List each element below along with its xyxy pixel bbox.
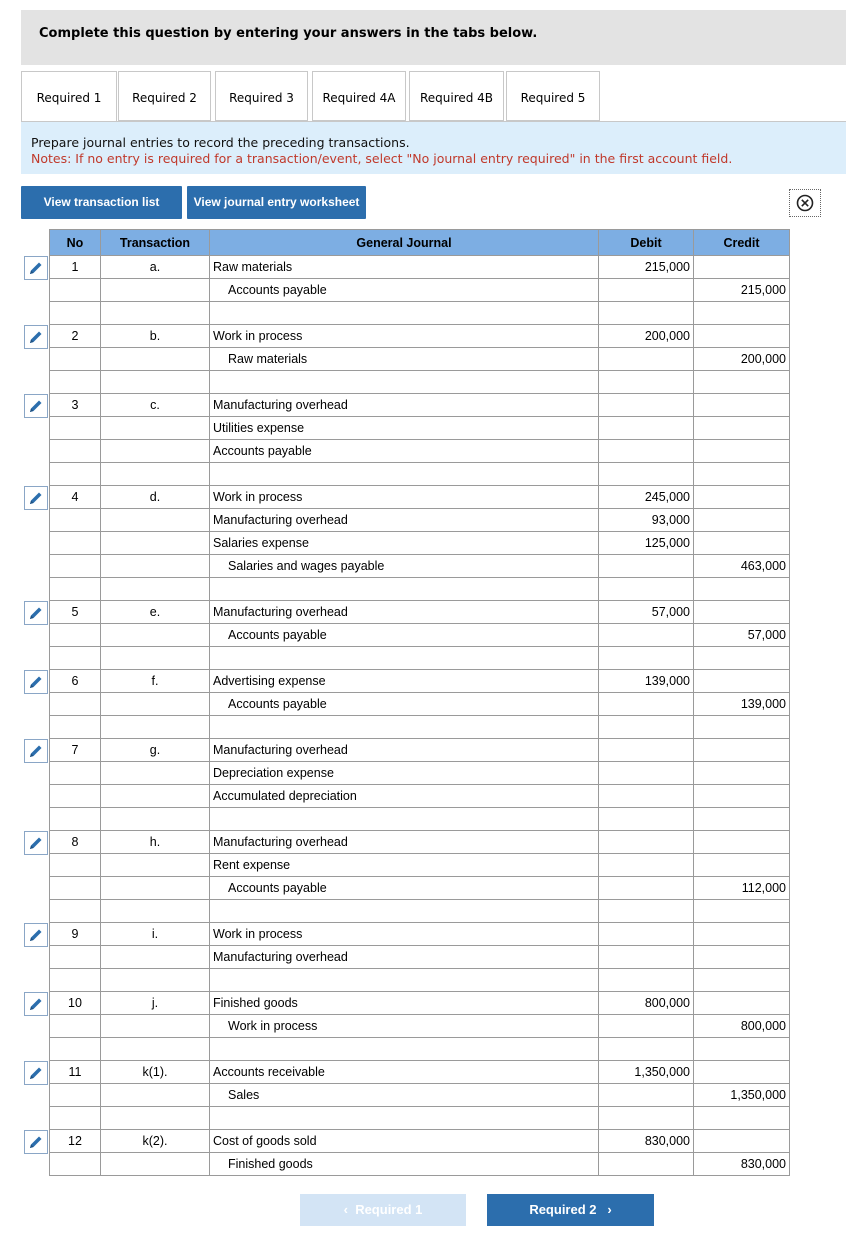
table-spacer-row	[50, 716, 790, 739]
row-credit	[694, 670, 790, 693]
edit-entry-pencil-icon[interactable]	[24, 831, 48, 855]
row-credit: 1,350,000	[694, 1084, 790, 1107]
row-credit	[694, 1061, 790, 1084]
row-transaction: f.	[101, 670, 210, 693]
row-transaction	[101, 509, 210, 532]
row-transaction: k(2).	[101, 1130, 210, 1153]
row-account: Work in process	[210, 923, 599, 946]
row-debit	[599, 785, 694, 808]
row-credit	[694, 831, 790, 854]
row-no: 10	[50, 992, 101, 1015]
spacer-cell	[694, 808, 790, 831]
edit-entry-pencil-icon[interactable]	[24, 670, 48, 694]
row-credit	[694, 417, 790, 440]
row-credit	[694, 509, 790, 532]
general-journal-table	[49, 229, 790, 1176]
row-account: Manufacturing overhead	[210, 601, 599, 624]
spacer-cell	[101, 1107, 210, 1130]
spacer-cell	[50, 578, 101, 601]
table-row	[50, 624, 790, 647]
row-transaction	[101, 946, 210, 969]
spacer-cell	[210, 969, 599, 992]
row-no	[50, 762, 101, 785]
table-row	[50, 279, 790, 302]
row-no: 4	[50, 486, 101, 509]
table-row	[50, 486, 790, 509]
spacer-cell	[694, 578, 790, 601]
tab-required-4b[interactable]: Required 4B	[409, 71, 504, 121]
row-debit: 215,000	[599, 256, 694, 279]
table-spacer-row	[50, 371, 790, 394]
spacer-cell	[599, 463, 694, 486]
row-credit: 139,000	[694, 693, 790, 716]
spacer-cell	[599, 647, 694, 670]
row-credit: 830,000	[694, 1153, 790, 1176]
row-transaction: e.	[101, 601, 210, 624]
row-credit: 200,000	[694, 348, 790, 371]
row-credit	[694, 394, 790, 417]
close-icon[interactable]	[789, 189, 821, 217]
row-transaction	[101, 532, 210, 555]
row-no	[50, 1084, 101, 1107]
table-row	[50, 417, 790, 440]
table-row	[50, 946, 790, 969]
row-debit	[599, 440, 694, 463]
row-debit	[599, 923, 694, 946]
spacer-cell	[694, 1038, 790, 1061]
row-account: Raw materials	[210, 348, 599, 371]
row-debit: 93,000	[599, 509, 694, 532]
row-debit	[599, 1084, 694, 1107]
row-debit	[599, 831, 694, 854]
spacer-cell	[599, 808, 694, 831]
spacer-cell	[101, 463, 210, 486]
row-no: 5	[50, 601, 101, 624]
spacer-cell	[50, 302, 101, 325]
spacer-cell	[50, 371, 101, 394]
table-row	[50, 1084, 790, 1107]
row-account: Accumulated depreciation	[210, 785, 599, 808]
row-transaction	[101, 762, 210, 785]
spacer-cell	[599, 302, 694, 325]
table-row	[50, 1153, 790, 1176]
row-transaction	[101, 785, 210, 808]
view-transaction-list-button[interactable]: View transaction list	[21, 186, 182, 219]
spacer-cell	[101, 1038, 210, 1061]
row-transaction: g.	[101, 739, 210, 762]
spacer-cell	[599, 578, 694, 601]
edit-entry-pencil-icon[interactable]	[24, 739, 48, 763]
tab-required-5[interactable]: Required 5	[506, 71, 600, 121]
spacer-cell	[210, 1107, 599, 1130]
row-account: Salaries expense	[210, 532, 599, 555]
row-credit: 800,000	[694, 1015, 790, 1038]
spacer-cell	[694, 900, 790, 923]
table-row	[50, 532, 790, 555]
row-no	[50, 555, 101, 578]
row-debit: 830,000	[599, 1130, 694, 1153]
row-account: Accounts payable	[210, 693, 599, 716]
row-account: Manufacturing overhead	[210, 831, 599, 854]
tab-required-4a[interactable]: Required 4A	[312, 71, 406, 121]
spacer-cell	[101, 900, 210, 923]
spacer-cell	[210, 716, 599, 739]
row-no	[50, 785, 101, 808]
spacer-cell	[101, 578, 210, 601]
spacer-cell	[50, 1038, 101, 1061]
row-no	[50, 693, 101, 716]
spacer-cell	[101, 302, 210, 325]
edit-entry-pencil-icon[interactable]	[24, 601, 48, 625]
row-transaction: i.	[101, 923, 210, 946]
row-credit	[694, 532, 790, 555]
spacer-cell	[50, 647, 101, 670]
spacer-cell	[694, 302, 790, 325]
spacer-cell	[694, 463, 790, 486]
edit-entry-pencil-icon[interactable]	[24, 325, 48, 349]
question-title: Complete this question by entering your answers in the tabs below.	[39, 26, 538, 41]
table-spacer-row	[50, 1107, 790, 1130]
table-row	[50, 555, 790, 578]
row-account: Salaries and wages payable	[210, 555, 599, 578]
chevron-right-icon: ›	[596, 1202, 612, 1217]
table-row	[50, 877, 790, 900]
edit-entry-pencil-icon[interactable]	[24, 992, 48, 1016]
row-debit	[599, 1153, 694, 1176]
row-credit	[694, 739, 790, 762]
row-account: Work in process	[210, 1015, 599, 1038]
row-no	[50, 1015, 101, 1038]
table-row	[50, 762, 790, 785]
spacer-cell	[210, 647, 599, 670]
row-account: Rent expense	[210, 854, 599, 877]
row-no	[50, 440, 101, 463]
tab-required-2[interactable]: Required 2	[118, 71, 211, 121]
table-row	[50, 1015, 790, 1038]
table-row	[50, 1061, 790, 1084]
table-spacer-row	[50, 578, 790, 601]
spacer-cell	[210, 1038, 599, 1061]
row-no	[50, 279, 101, 302]
spacer-cell	[210, 302, 599, 325]
spacer-cell	[210, 578, 599, 601]
row-debit	[599, 348, 694, 371]
edit-entry-pencil-icon[interactable]	[24, 1130, 48, 1154]
table-row	[50, 854, 790, 877]
table-spacer-row	[50, 463, 790, 486]
row-debit: 245,000	[599, 486, 694, 509]
row-transaction	[101, 348, 210, 371]
row-transaction	[101, 624, 210, 647]
row-no	[50, 417, 101, 440]
table-row	[50, 923, 790, 946]
row-account: Cost of goods sold	[210, 1130, 599, 1153]
row-account: Finished goods	[210, 1153, 599, 1176]
table-row	[50, 693, 790, 716]
row-debit	[599, 394, 694, 417]
spacer-cell	[50, 1107, 101, 1130]
spacer-cell	[101, 716, 210, 739]
row-transaction	[101, 854, 210, 877]
col-header-transaction: Transaction	[101, 230, 210, 256]
row-credit	[694, 762, 790, 785]
table-row	[50, 348, 790, 371]
row-transaction	[101, 1153, 210, 1176]
row-credit	[694, 325, 790, 348]
table-row	[50, 1130, 790, 1153]
row-debit	[599, 854, 694, 877]
table-row	[50, 325, 790, 348]
row-credit: 463,000	[694, 555, 790, 578]
spacer-cell	[599, 969, 694, 992]
chevron-left-icon: ‹	[343, 1202, 356, 1217]
row-debit	[599, 555, 694, 578]
spacer-cell	[101, 808, 210, 831]
row-account: Manufacturing overhead	[210, 394, 599, 417]
row-debit	[599, 693, 694, 716]
row-no: 9	[50, 923, 101, 946]
row-debit	[599, 877, 694, 900]
edit-entry-pencil-icon[interactable]	[24, 256, 48, 280]
row-debit	[599, 417, 694, 440]
row-credit	[694, 601, 790, 624]
row-no: 1	[50, 256, 101, 279]
col-header-general-journal: General Journal	[210, 230, 599, 256]
row-account: Finished goods	[210, 992, 599, 1015]
row-transaction: h.	[101, 831, 210, 854]
row-account: Raw materials	[210, 256, 599, 279]
prev-required-button	[300, 1194, 466, 1226]
spacer-cell	[210, 371, 599, 394]
row-debit: 800,000	[599, 992, 694, 1015]
row-account: Accounts payable	[210, 877, 599, 900]
row-debit: 200,000	[599, 325, 694, 348]
spacer-cell	[694, 969, 790, 992]
row-credit: 112,000	[694, 877, 790, 900]
row-transaction	[101, 693, 210, 716]
row-transaction	[101, 1084, 210, 1107]
spacer-cell	[50, 463, 101, 486]
spacer-cell	[210, 808, 599, 831]
table-row	[50, 785, 790, 808]
table-spacer-row	[50, 302, 790, 325]
table-row	[50, 256, 790, 279]
row-credit: 215,000	[694, 279, 790, 302]
table-row	[50, 601, 790, 624]
spacer-cell	[599, 900, 694, 923]
table-spacer-row	[50, 1038, 790, 1061]
row-account: Manufacturing overhead	[210, 946, 599, 969]
table-spacer-row	[50, 900, 790, 923]
spacer-cell	[101, 647, 210, 670]
row-debit	[599, 279, 694, 302]
row-account: Utilities expense	[210, 417, 599, 440]
question-header	[21, 10, 846, 65]
table-spacer-row	[50, 647, 790, 670]
row-no: 6	[50, 670, 101, 693]
row-transaction: j.	[101, 992, 210, 1015]
row-transaction	[101, 279, 210, 302]
spacer-cell	[599, 1107, 694, 1130]
row-no	[50, 877, 101, 900]
row-no	[50, 1153, 101, 1176]
spacer-cell	[210, 463, 599, 486]
next-label: Required 2	[529, 1202, 597, 1217]
table-spacer-row	[50, 808, 790, 831]
row-credit	[694, 923, 790, 946]
row-no	[50, 348, 101, 371]
row-debit	[599, 946, 694, 969]
table-header-row	[50, 230, 790, 256]
row-credit	[694, 854, 790, 877]
row-transaction: c.	[101, 394, 210, 417]
spacer-cell	[694, 647, 790, 670]
row-account: Depreciation expense	[210, 762, 599, 785]
spacer-cell	[694, 716, 790, 739]
spacer-cell	[599, 371, 694, 394]
row-account: Accounts payable	[210, 440, 599, 463]
row-debit: 139,000	[599, 670, 694, 693]
row-transaction: k(1).	[101, 1061, 210, 1084]
tab-required-3[interactable]: Required 3	[215, 71, 308, 121]
table-row	[50, 992, 790, 1015]
spacer-cell	[50, 969, 101, 992]
row-transaction: d.	[101, 486, 210, 509]
table-row	[50, 670, 790, 693]
table-row	[50, 394, 790, 417]
row-debit	[599, 762, 694, 785]
row-no: 2	[50, 325, 101, 348]
row-credit	[694, 992, 790, 1015]
row-transaction: b.	[101, 325, 210, 348]
next-required-button[interactable]	[487, 1194, 654, 1226]
row-credit	[694, 1130, 790, 1153]
row-transaction	[101, 440, 210, 463]
row-debit: 125,000	[599, 532, 694, 555]
edit-entry-pencil-icon[interactable]	[24, 923, 48, 947]
table-row	[50, 831, 790, 854]
row-debit	[599, 624, 694, 647]
row-no	[50, 509, 101, 532]
row-credit	[694, 785, 790, 808]
row-no: 8	[50, 831, 101, 854]
row-account: Sales	[210, 1084, 599, 1107]
row-credit	[694, 486, 790, 509]
spacer-cell	[694, 1107, 790, 1130]
row-account: Manufacturing overhead	[210, 739, 599, 762]
row-credit: 57,000	[694, 624, 790, 647]
spacer-cell	[101, 969, 210, 992]
row-account: Manufacturing overhead	[210, 509, 599, 532]
row-no	[50, 532, 101, 555]
row-credit	[694, 256, 790, 279]
row-no: 7	[50, 739, 101, 762]
row-transaction	[101, 417, 210, 440]
instruction-note: Notes: If no entry is required for a transaction/event, select "No journal entry required" in the first account field.	[31, 151, 733, 166]
row-account: Accounts payable	[210, 279, 599, 302]
spacer-cell	[50, 716, 101, 739]
row-debit: 1,350,000	[599, 1061, 694, 1084]
row-account: Work in process	[210, 325, 599, 348]
spacer-cell	[101, 371, 210, 394]
table-row	[50, 509, 790, 532]
row-no: 3	[50, 394, 101, 417]
instruction-text: Prepare journal entries to record the preceding transactions.	[31, 135, 410, 150]
col-header-credit: Credit	[694, 230, 790, 256]
table-spacer-row	[50, 969, 790, 992]
instructions-panel	[21, 121, 846, 174]
spacer-cell	[210, 900, 599, 923]
table-row	[50, 440, 790, 463]
row-debit	[599, 739, 694, 762]
row-credit	[694, 946, 790, 969]
edit-entry-pencil-icon[interactable]	[24, 394, 48, 418]
edit-entry-pencil-icon[interactable]	[24, 1061, 48, 1085]
row-transaction	[101, 1015, 210, 1038]
row-transaction	[101, 877, 210, 900]
spacer-cell	[694, 371, 790, 394]
row-no: 11	[50, 1061, 101, 1084]
spacer-cell	[599, 1038, 694, 1061]
prev-label: Required 1	[355, 1202, 423, 1217]
table-row	[50, 739, 790, 762]
spacer-cell	[50, 808, 101, 831]
row-transaction	[101, 555, 210, 578]
tab-required-1[interactable]: Required 1	[21, 71, 117, 122]
row-no	[50, 946, 101, 969]
row-no	[50, 624, 101, 647]
spacer-cell	[50, 900, 101, 923]
row-transaction: a.	[101, 256, 210, 279]
spacer-cell	[599, 716, 694, 739]
row-account: Accounts payable	[210, 624, 599, 647]
view-journal-worksheet-button[interactable]: View journal entry worksheet	[187, 186, 366, 219]
row-debit: 57,000	[599, 601, 694, 624]
row-account: Accounts receivable	[210, 1061, 599, 1084]
col-header-no: No	[50, 230, 101, 256]
row-credit	[694, 440, 790, 463]
col-header-debit: Debit	[599, 230, 694, 256]
row-account: Work in process	[210, 486, 599, 509]
row-no: 12	[50, 1130, 101, 1153]
row-debit	[599, 1015, 694, 1038]
edit-entry-pencil-icon[interactable]	[24, 486, 48, 510]
row-account: Advertising expense	[210, 670, 599, 693]
row-no	[50, 854, 101, 877]
